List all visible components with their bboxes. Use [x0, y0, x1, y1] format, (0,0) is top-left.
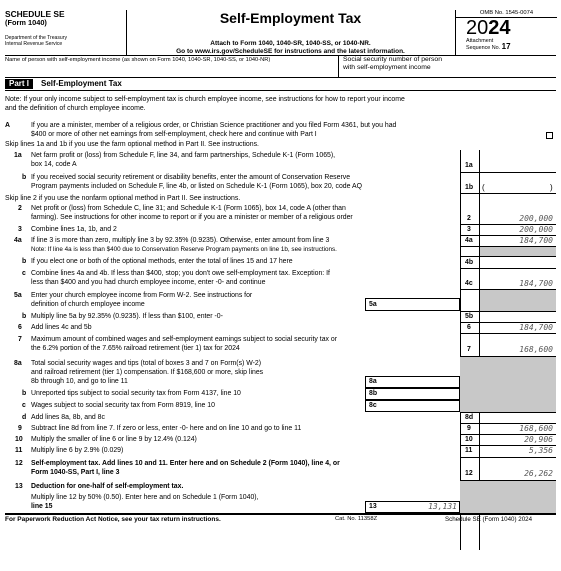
line-12-text-2: Form 1040-SS, Part I, line 3	[31, 469, 120, 476]
attach-instruction: Attach to Form 1040, 1040-SR, 1040-SS, or 1040-NR.	[210, 40, 371, 47]
box-3-label: 3	[467, 226, 471, 233]
line-10-text: Multiply the smaller of line 6 or line 9 by 12.4% (0.124)	[31, 436, 197, 443]
line-2-text-2: farming). See instructions for other income to report or if you are a minister or member of a religious order	[31, 214, 353, 221]
line-4b-number: b	[22, 258, 27, 265]
line-12-number: 12	[15, 460, 23, 467]
row-rule	[460, 457, 556, 458]
paren-close: )	[550, 183, 553, 192]
name-field-label: Name of person with self-employment income (as shown on Form 1040, 1040-SR, 1040-SS, or 1040-NR)	[5, 57, 271, 63]
box-1a-label: 1a	[465, 162, 473, 169]
line-5a-input[interactable]	[365, 298, 460, 311]
form-bottom-rule	[5, 513, 556, 515]
line-9-text: Subtract line 8d from line 7. If zero or less, enter -0- here and on line 10 and go to line 11	[31, 425, 302, 432]
line-11-number: 11	[15, 447, 23, 454]
line-1a-number: 1a	[14, 152, 22, 159]
line-8d-number: d	[22, 414, 27, 421]
box-7-label: 7	[467, 346, 471, 353]
tax-year-suffix: 24	[488, 17, 511, 39]
line-10-number: 10	[15, 436, 23, 443]
department-line-2: Internal Revenue Service	[5, 40, 63, 47]
box-8d-label: 8d	[465, 414, 474, 421]
row-rule	[460, 172, 556, 173]
line-3-text: Combine lines 1a, 1b, and 2	[31, 226, 117, 233]
line-12-amount[interactable]: 26,262	[524, 469, 553, 478]
line-11-amount[interactable]: 5,356	[528, 446, 553, 455]
shaded-cell	[480, 290, 556, 311]
row-rule	[460, 311, 556, 312]
skip-note-2: Skip line 2 if you use the nonfarm optional method in Part II. See instructions.	[5, 195, 241, 202]
line-7-text-1: Maximum amount of combined wages and self-employment earnings subject to social security tax or	[31, 336, 338, 343]
line-5a-number: 5a	[14, 292, 22, 299]
row-rule	[460, 193, 556, 194]
box-12-label: 12	[465, 470, 473, 477]
part-tag: Part I	[5, 79, 33, 89]
line-8c-number: c	[22, 402, 26, 409]
box-10-label: 10	[465, 436, 473, 443]
paren-open: (	[482, 183, 485, 192]
box-6-label: 6	[467, 324, 471, 331]
line-8b-input[interactable]	[365, 388, 460, 400]
box-13-label: 13	[369, 503, 377, 510]
line-8c-input[interactable]	[365, 400, 460, 412]
footer-cat-number: Cat. No. 11358Z	[335, 516, 378, 522]
box-11-label: 11	[465, 447, 473, 454]
sequence-text: Sequence No.	[466, 45, 501, 51]
line-3-number: 3	[18, 226, 22, 233]
line-1b-text-2: Program payments included on Schedule F, line 4b, or listed on Schedule K-1 (Form 1065), box 20, code AQ	[31, 183, 362, 190]
box-4b-label: 4b	[465, 259, 474, 266]
attachment-label: Attachment	[466, 38, 494, 44]
line-8b-text: Unreported tips subject to social security tax from Form 4137, line 10	[31, 390, 241, 397]
line-2-number: 2	[18, 205, 22, 212]
line-5b-text: Multiply line 5a by 92.35% (0.9235). If less than $100, enter -0-	[31, 313, 223, 320]
line-a-text-2: $400 or more of other net earnings from self-employment, check here and continue with Part I	[31, 131, 317, 138]
schedule-name: SCHEDULE SE	[5, 9, 65, 19]
line-a-number: A	[5, 122, 10, 129]
ssn-label-1: Social security number of person	[343, 56, 442, 63]
line-5a-text-1: Enter your church employee income from Form W-2. See instructions for	[31, 292, 253, 299]
row-rule	[460, 333, 556, 334]
form-title: Self-Employment Tax	[219, 10, 362, 26]
line-4a-amount[interactable]: 184,700	[519, 236, 553, 245]
shaded-cell	[460, 481, 556, 513]
footer-paperwork-notice: For Paperwork Reduction Act Notice, see your tax return instructions.	[5, 516, 221, 523]
line-1a-text-2: box 14, code A	[31, 161, 77, 168]
tax-year-prefix: 20	[466, 17, 489, 39]
box-4a-label: 4a	[465, 237, 473, 244]
line-4c-number: c	[22, 270, 26, 277]
sequence-number: 17	[501, 42, 511, 51]
line-13-text-3: line 15	[31, 503, 53, 510]
shaded-cell	[460, 357, 556, 412]
note-line-2: and the definition of church employee income.	[5, 105, 146, 112]
box-2-label: 2	[467, 215, 471, 222]
box-8c-label: 8c	[369, 402, 377, 409]
line-13-text-1: Deduction for one-half of self-employment tax.	[31, 483, 184, 490]
line-1b-text-1: If you received social security retirement or disability benefits, enter the amount of Conservation Reserve	[31, 174, 351, 181]
line-8c-text: Wages subject to social security tax from Form 8919, line 10	[31, 402, 215, 409]
form-number: (Form 1040)	[5, 18, 47, 27]
footer-form-id: Schedule SE (Form 1040) 2024	[445, 516, 533, 523]
line-1b-number: b	[22, 174, 27, 181]
line-4c-text-1: Combine lines 4a and 4b. If less than $400, stop; you don't owe self-employment tax. Exception: If	[31, 270, 330, 277]
box-4c-label: 4c	[465, 280, 473, 287]
row-rule	[460, 268, 556, 269]
row-rule	[460, 412, 556, 413]
box-8b-label: 8b	[369, 390, 378, 397]
line-12-text-1: Self-employment tax. Add lines 10 and 11. Enter here and on Schedule 2 (Form 1040), line 4, or	[31, 460, 340, 467]
line-4c-amount[interactable]: 184,700	[519, 279, 553, 288]
line-2-amount[interactable]: 200,000	[519, 214, 553, 223]
line-4a-number: 4a	[14, 237, 22, 244]
goto-instruction: Go to www.irs.gov/ScheduleSE for instructions and the latest information.	[176, 48, 405, 55]
box-8a-label: 8a	[369, 378, 377, 385]
line-5b-number: b	[22, 313, 27, 320]
line-1a-text-1: Net farm profit or (loss) from Schedule F, line 34, and farm partnerships, Schedule K-1 (Form 1065),	[31, 152, 336, 159]
department-line-1: Department of the Treasury	[5, 35, 68, 41]
line-8a-input[interactable]	[365, 376, 460, 388]
line-11-text: Multiply line 6 by 2.9% (0.029)	[31, 447, 124, 454]
line-8a-text-2: and railroad retirement (tier 1) compensation. If $168,600 or more, skip lines	[31, 369, 264, 376]
line-a-text-1: If you are a minister, member of a religious order, or Christian Science practitioner and you filed Form 4361, but you had	[31, 122, 397, 129]
line-8d-text: Add lines 8a, 8b, and 8c	[31, 414, 105, 421]
note-line-1: Note: If your only income subject to self-employment tax is church employee income, see instructions for how to report your income	[5, 96, 405, 103]
shaded-cell	[480, 247, 556, 256]
line-8a-text-1: Total social security wages and tips (total of boxes 3 and 7 on Form(s) W-2)	[31, 360, 262, 367]
line-6-text: Add lines 4c and 5b	[31, 324, 92, 331]
line-5a-text-2: definition of church employee income	[31, 301, 145, 308]
part-title: Self-Employment Tax	[41, 79, 122, 88]
line-2-text-1: Net profit or (loss) from Schedule C, line 31; and Schedule K-1 (Form 1065), box 14, code A (other than	[31, 205, 346, 212]
row-rule	[460, 256, 556, 257]
box-9-label: 9	[467, 425, 471, 432]
line-6-amount[interactable]: 184,700	[519, 323, 553, 332]
line-9-amount[interactable]: 168,600	[519, 424, 553, 433]
line-4a-note: Note: If line 4a is less than $400 due to Conservation Reserve Program payments on line 1b, see instructions.	[31, 246, 337, 253]
box-5b-label: 5b	[465, 313, 474, 320]
skip-note-1: Skip lines 1a and 1b if you use the farm optional method in Part II. See instructions.	[5, 141, 259, 148]
line-8a-text-3: 8b through 10, and go to line 11	[31, 378, 128, 385]
line-9-number: 9	[18, 425, 22, 432]
line-7-text-2: the 6.2% portion of the 7.65% railroad retirement (tier 1) tax for 2024	[31, 345, 240, 352]
box-5a-label: 5a	[369, 301, 377, 308]
line-13-number: 13	[15, 483, 23, 490]
line-10-amount[interactable]: 20,906	[524, 435, 553, 444]
line-8b-number: b	[22, 390, 27, 397]
line-3-amount[interactable]: 200,000	[519, 225, 553, 234]
form-body	[5, 0, 556, 571]
ssn-label-2: with self-employment income	[343, 64, 431, 71]
box-1b-label: 1b	[465, 184, 474, 191]
line-4c-text-2: less than $400 and you had church employee income, enter -0- and continue	[31, 279, 266, 286]
line-13-amount[interactable]: 13,131	[428, 502, 457, 511]
line-7-number: 7	[18, 336, 22, 343]
line-7-amount[interactable]: 168,600	[519, 345, 553, 354]
line-4b-text: If you elect one or both of the optional methods, enter the total of lines 15 and 17 here	[31, 258, 293, 265]
line-4a-text: If line 3 is more than zero, multiply line 3 by 92.35% (0.9235). Otherwise, enter amount from line 3	[31, 237, 330, 244]
minister-checkbox[interactable]	[546, 132, 553, 139]
line-6-number: 6	[18, 324, 22, 331]
line-8a-number: 8a	[14, 360, 22, 367]
omb-number: OMB No. 1545-0074	[456, 10, 557, 18]
line-13-text-2: Multiply line 12 by 50% (0.50). Enter here and on Schedule 1 (Form 1040),	[31, 494, 259, 501]
